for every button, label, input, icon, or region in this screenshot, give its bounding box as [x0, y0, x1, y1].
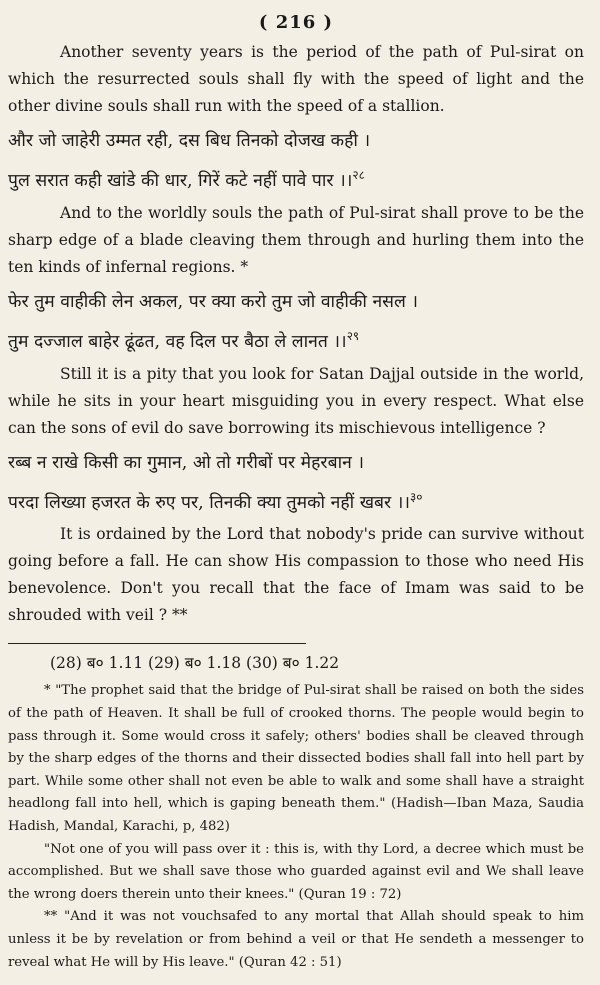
- paragraph-4: It is ordained by the Lord that nobody's pride can survive without going before a fall. He can show His compassion to those who need His benevolence. Don't you recall that the face of Imam was said to be shrouded with veil ? **: [8, 525, 584, 625]
- footnote-divider: [8, 643, 306, 644]
- footnote-1: * "The prophet said that the bridge of Pul-sirat shall be raised on both the sides of the path of Heaven. It shall be full of crooked thorns. The people would begin to pass through it. Some would cross it safely; others' bodies shall be cleaved through by the sharp edges of the thorns and their dissected bodies shall fall into hell part by part. While some other shall not even be able to walk and some shall have a straight headlong fall into hell, which is gaping beneath them." (Hadish—Iban Maza, Saudia Hadish, Mandal, Karachi, p, 482): [8, 683, 584, 835]
- verse-2-ref: २९: [346, 328, 360, 343]
- verse-3-ref: ३०: [410, 489, 423, 504]
- verse-2-line-2: तुम दज्जाल बाहेर ढूंढत, वह दिल पर बैठा ले लानत ।।$^{२९}$: [8, 328, 360, 352]
- verse-1-line-2: पुल सरात कही खांडे की धार, गिरें कटे नहीं पावे पार ।।$^{२८}$: [8, 168, 365, 191]
- page-number: ( 216 ): [258, 12, 334, 33]
- verse-3-line-1: रब्ब न राखे किसी का गुमान, ओ तो गरीबों पर मेहरबान ।: [8, 452, 365, 473]
- verse-references: (28) ब० 1.11 (29) ब० 1.18 (30) ब० 1.22: [50, 654, 340, 673]
- paragraph-3: Still it is a pity that you look for Satan Dajjal outside in the world, while he sits in your heart misguiding you in every respect. What else can the sons of evil do save borrowing its mischievous intelligence ?: [8, 364, 584, 437]
- footnote-2: "Not one of you will pass over it : this is, with thy Lord, a decree which must be accomplished. But we shall save those who guarded against evil and We shall leave the wrong doers therein unto their knees." (Quran 19 : 72): [8, 841, 584, 902]
- paragraph-2: And to the worldly souls the path of Pul-sirat shall prove to be the sharp edge of a blade cleaving them through and hurling them into the ten kinds of infernal regions. *: [8, 203, 584, 276]
- verse-2-line-1: फेर तुम वाहीकी लेन अकल, पर क्या करो तुम जो वाहीकी नसल ।: [8, 291, 419, 312]
- paragraph-1: Another seventy years is the period of the path of Pul-sirat on which the resurrected souls shall fly with the speed of light and the other divine souls shall run with the speed of a stallion.: [8, 43, 584, 115]
- hindi-verse-2: [8, 285, 584, 359]
- verse-3-line-2: परदा लिख्या हजरत के रुए पर, तिनकी क्या तुमको नहीं खबर ।।$^{३०}$: [8, 489, 423, 513]
- footnote-3: ** "And it was not vouchsafed to any mortal that Allah should speak to him unless it be by revelation or from behind a veil or that He sendeth a messenger to reveal what He will by His leave." (Quran 42 : 51): [8, 909, 584, 970]
- hindi-verse-1: [8, 124, 584, 198]
- verse-1-ref: २८: [352, 168, 365, 182]
- hindi-verse-3: [8, 446, 584, 520]
- verse-1-line-1: और जो जाहेरी उम्मत रही, दस बिध तिनको दोजख कही ।: [8, 131, 371, 151]
